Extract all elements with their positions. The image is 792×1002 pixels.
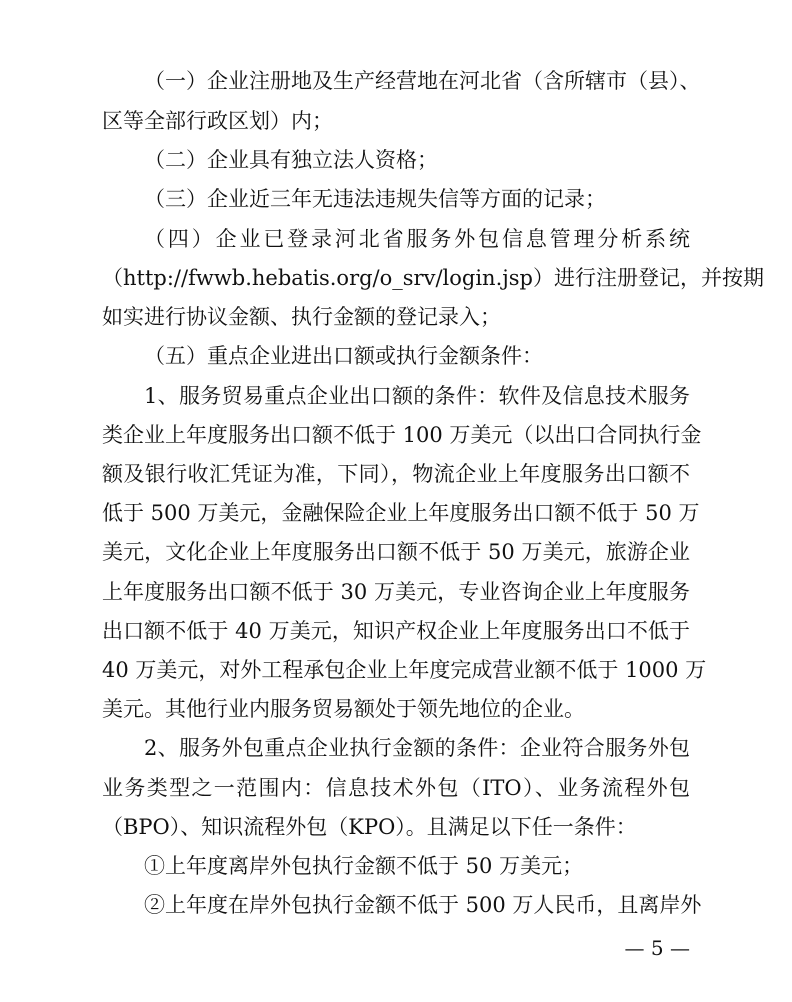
text-line-15: 出口额不低于 40 万美元，知识产权企业上年度服务出口不低于 [102, 619, 690, 643]
text-line-3: （二）企业具有独立法人资格； [144, 148, 438, 172]
text-line-9: 1、服务贸易重点企业出口额的条件：软件及信息技术服务 [144, 384, 690, 408]
text-line-12: 低于 500 万美元，金融保险企业上年度服务出口额不低于 50 万 [102, 501, 700, 525]
text-line-11: 额及银行收汇凭证为准，下同），物流企业上年度服务出口额不 [102, 462, 690, 486]
text-line-20: （BPO）、知识流程外包（KPO）。且满足以下任一条件： [102, 815, 637, 839]
text-line-7: 如实进行协议金额、执行金额的登记录入； [102, 305, 501, 329]
text-line-2: 区等全部行政区划）内； [102, 109, 333, 133]
text-line-10: 类企业上年度服务出口额不低于 100 万美元（以出口合同执行金 [102, 423, 702, 447]
text-line-18: 2、服务外包重点企业执行金额的条件：企业符合服务外包 [144, 736, 690, 760]
text-line-21: ①上年度离岸外包执行金额不低于 50 万美元； [144, 854, 584, 878]
text-line-16: 40 万美元，对外工程承包企业上年度完成营业额不低于 1000 万 [102, 658, 707, 682]
text-line-22: ②上年度在岸外包执行金额不低于 500 万人民币，且离岸外 [144, 893, 702, 917]
text-line-4: （三）企业近三年无违法违规失信等方面的记录； [144, 187, 606, 211]
text-line-6: （http://fwwb.hebatis.org/o_srv/login.jsp）进行注册登记，并按期 [102, 266, 764, 290]
text-line-5: （四）企业已登录河北省服务外包信息管理分析系统 [144, 227, 690, 251]
text-line-17: 美元。其他行业内服务贸易额处于领先地位的企业。 [102, 697, 585, 721]
text-line-14: 上年度服务出口额不低于 30 万美元，专业咨询企业上年度服务 [102, 580, 690, 604]
text-line-13: 美元，文化企业上年度服务出口额不低于 50 万美元，旅游企业 [102, 540, 690, 564]
page-number: — 5 — [624, 936, 690, 960]
text-line-1: （一）企业注册地及生产经营地在河北省（含所辖市（县）、 [144, 69, 701, 93]
text-line-8: （五）重点企业进出口额或执行金额条件： [144, 344, 543, 368]
text-line-19: 业务类型之一范围内：信息技术外包（ITO）、业务流程外包 [102, 776, 690, 800]
